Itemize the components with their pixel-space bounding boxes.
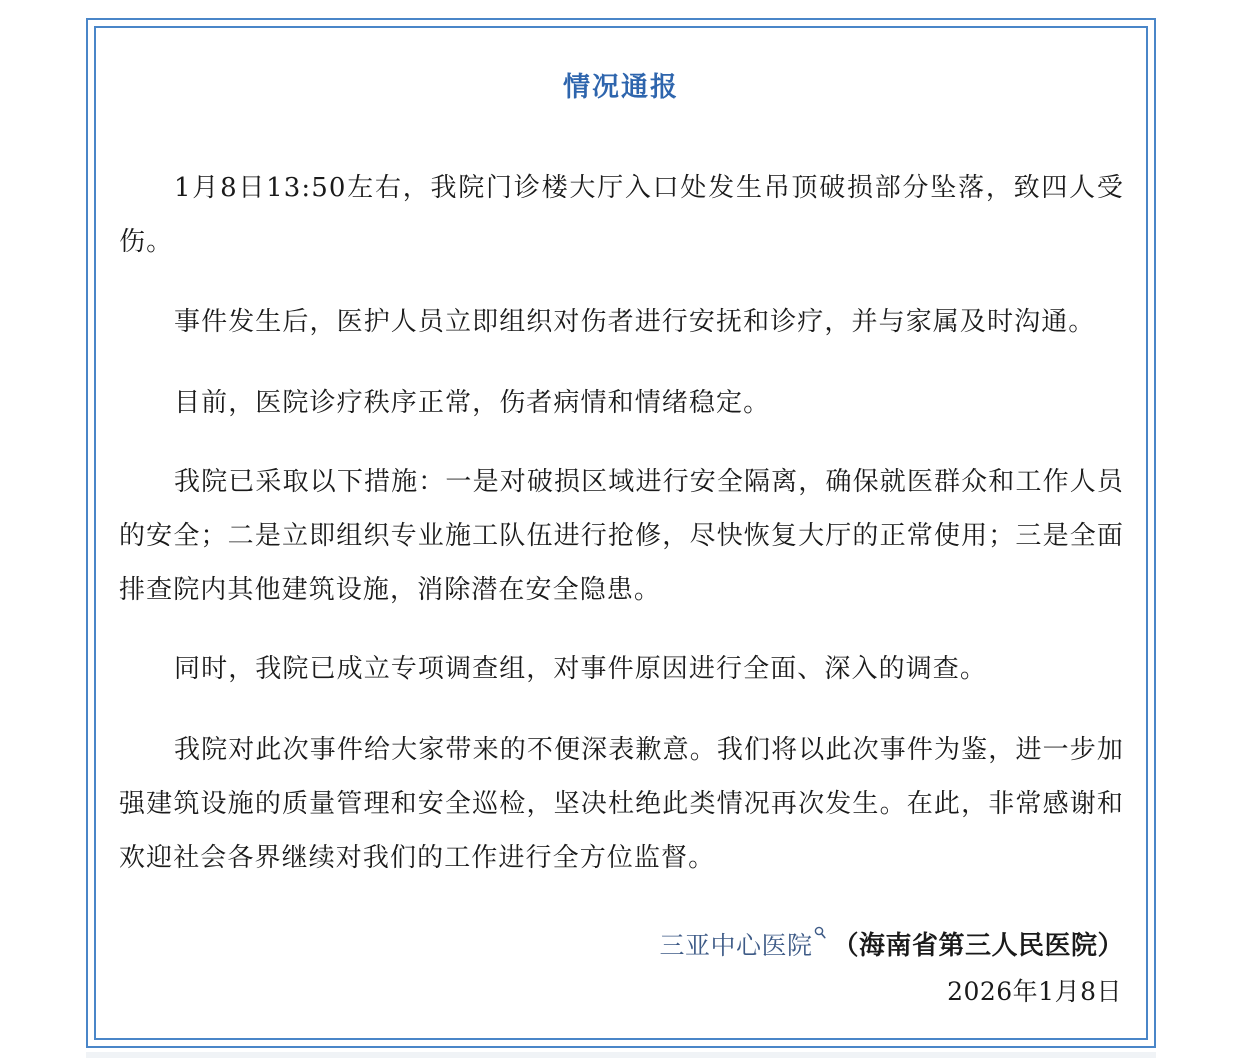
bottom-divider xyxy=(86,1052,1156,1058)
paragraph-incident: 1月8日13:50左右，我院门诊楼大厅入口处发生吊顶破损部分坠落，致四人受伤。 xyxy=(119,173,1124,257)
organization-link[interactable]: 三亚中心医院 xyxy=(659,931,813,960)
search-icon[interactable] xyxy=(814,926,826,940)
hospital-alternate-name: （海南省第三人民医院） xyxy=(832,931,1124,961)
paragraph-apology: 我院对此次事件给大家带来的不便深表歉意。我们将以此次事件为鉴，进一步加强建筑设施的质量管理和安全巡检，坚决杜绝此类情况再次发生。在此，非常感谢和欢迎社会各界继续对我们的工作进行全方位监督。 xyxy=(119,735,1124,873)
notice-title: 情况通报 xyxy=(563,72,679,103)
paragraph-status: 目前，医院诊疗秩序正常，伤者病情和情绪稳定。 xyxy=(174,388,771,418)
paragraph-response: 事件发生后，医护人员立即组织对伤者进行安抚和诊疗，并与家属及时沟通。 xyxy=(174,307,1096,337)
paragraph-measures: 我院已采取以下措施：一是对破损区域进行安全隔离，确保就医群众和工作人员的安全；二是立即组织专业施工队伍进行抢修，尽快恢复大厅的正常使用；三是全面排查院内其他建筑设施，消除潜在安全隐患。 xyxy=(119,467,1124,605)
signature-line xyxy=(659,922,1124,970)
paragraph-investigation: 同时，我院已成立专项调查组，对事件原因进行全面、深入的调查。 xyxy=(174,654,988,684)
notice-date: 2026年1月8日 xyxy=(947,977,1122,1006)
